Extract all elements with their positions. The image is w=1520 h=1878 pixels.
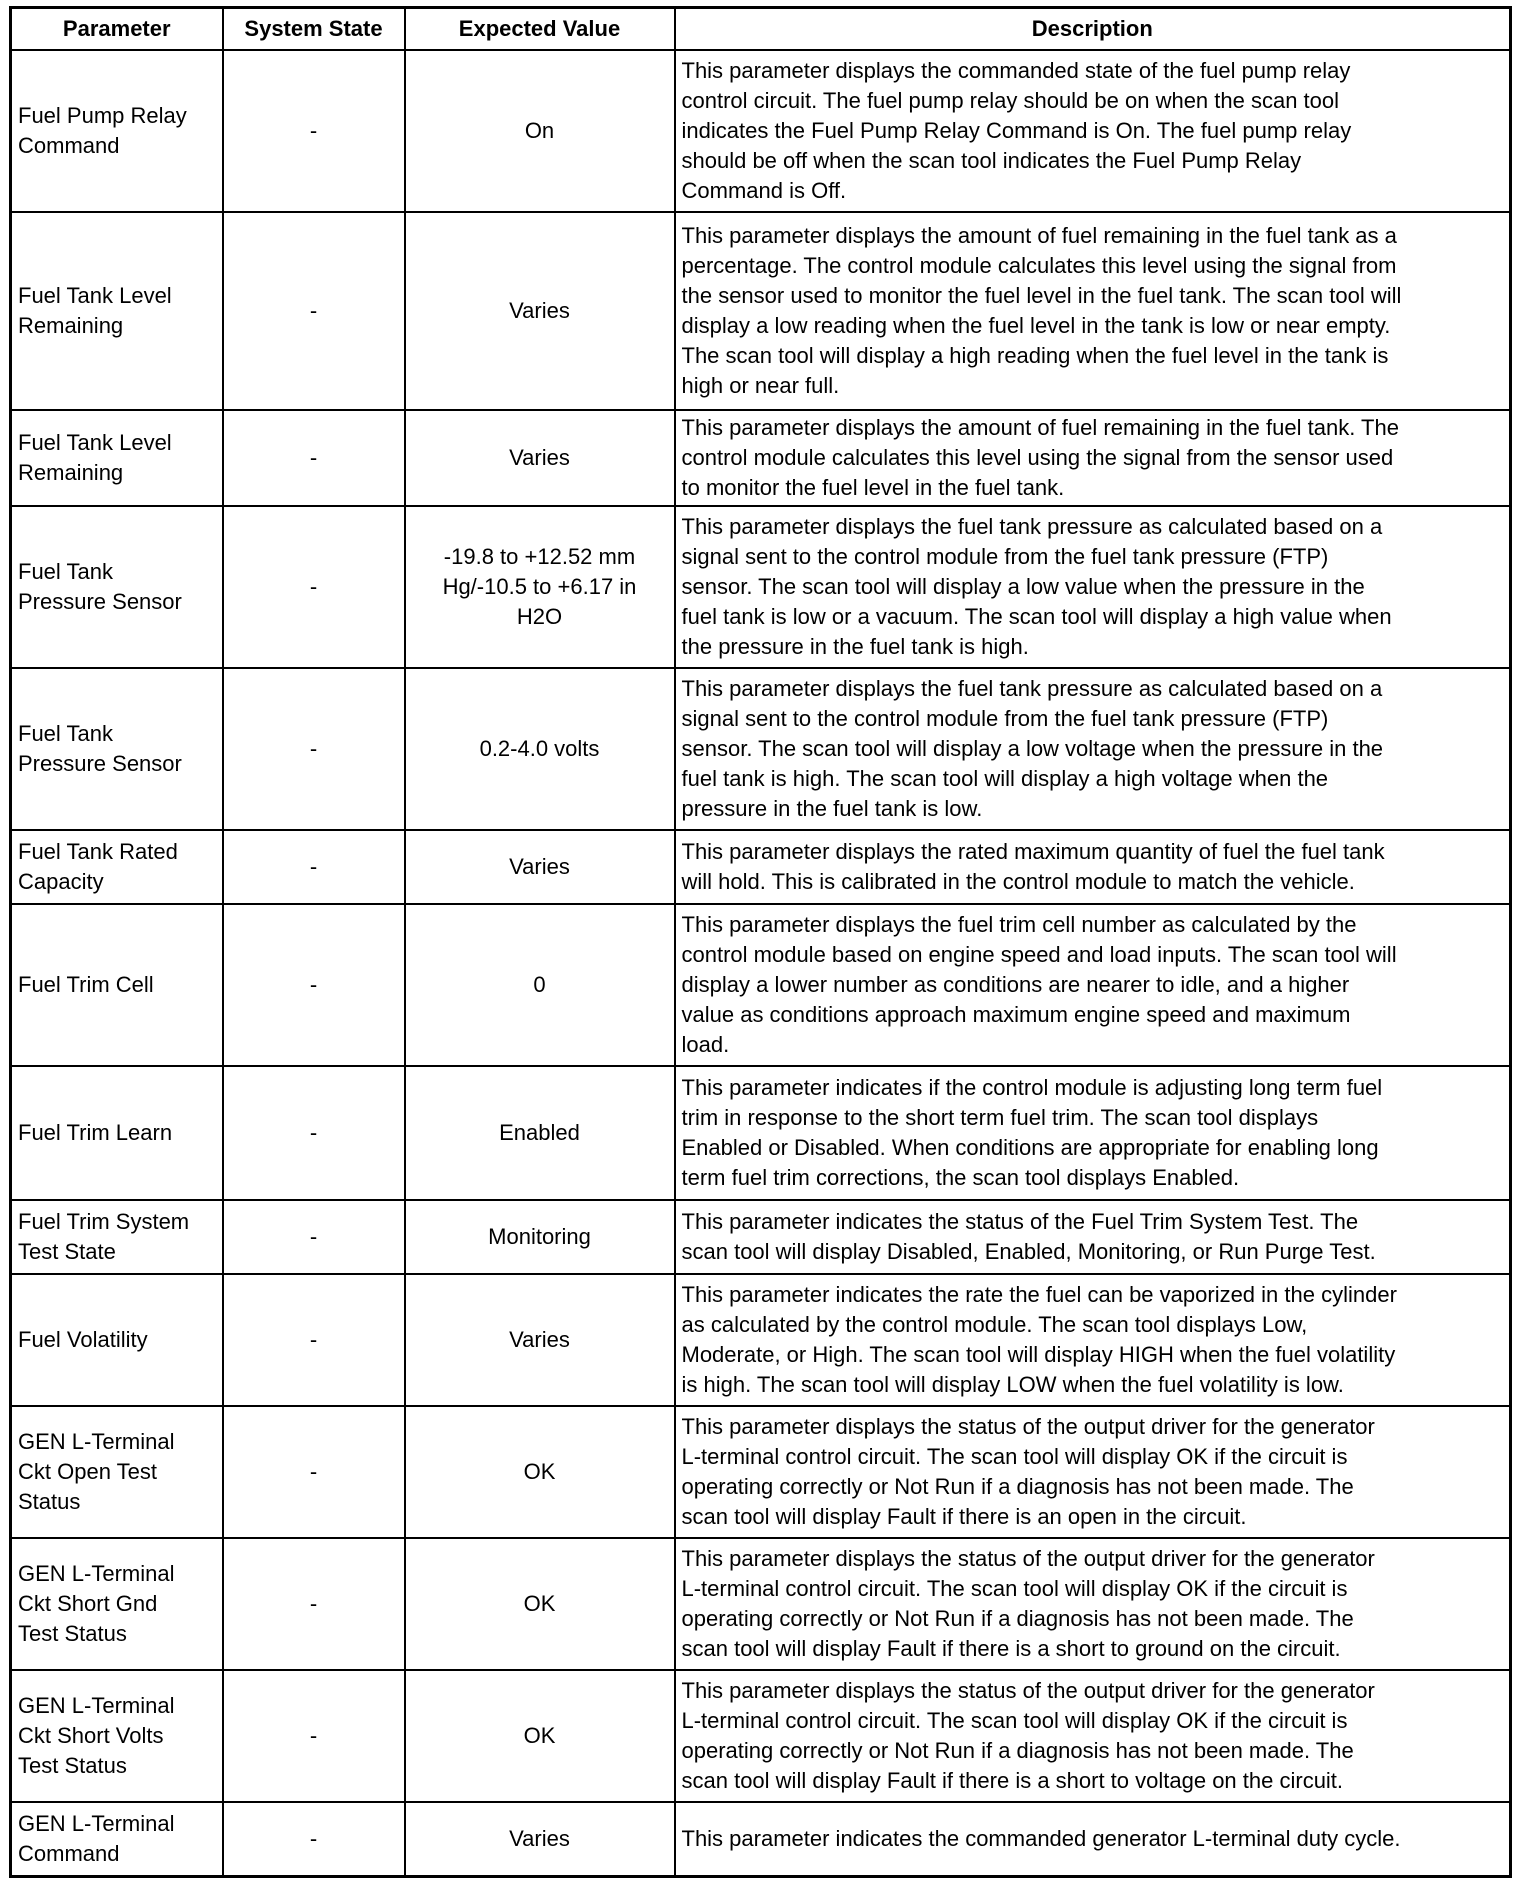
- description-cell: This parameter indicates if the control module is adjusting long term fuel trim in response to the short term fuel trim. The scan tool displays Enabled or Disabled. When conditions are appropriate for enabling long term fuel trim corrections, the scan tool displays Enabled.: [675, 1066, 1511, 1200]
- system-state-cell: -: [223, 904, 405, 1066]
- parameter-cell: Fuel Tank Level Remaining: [11, 212, 223, 410]
- parameter-cell: Fuel Tank Rated Capacity: [11, 830, 223, 904]
- expected-value-cell: -19.8 to +12.52 mm Hg/-10.5 to +6.17 in H2O: [405, 506, 675, 668]
- description-cell: This parameter indicates the commanded generator L-terminal duty cycle.: [675, 1802, 1511, 1876]
- description-cell: This parameter indicates the status of the Fuel Trim System Test. The scan tool will display Disabled, Enabled, Monitoring, or Run Purge Test.: [675, 1200, 1511, 1274]
- parameter-cell: GEN L-Terminal Command: [11, 1802, 223, 1876]
- expected-value-cell: On: [405, 50, 675, 212]
- description-cell: This parameter displays the commanded state of the fuel pump relay control circuit. The fuel pump relay should be on when the scan tool indicates the Fuel Pump Relay Command is On. The fuel pump relay should be off when the scan tool indicates the Fuel Pump Relay Command is Off.: [675, 50, 1511, 212]
- parameter-cell: GEN L-Terminal Ckt Short Gnd Test Status: [11, 1538, 223, 1670]
- parameter-cell: GEN L-Terminal Ckt Open Test Status: [11, 1406, 223, 1538]
- description-cell: This parameter displays the rated maximum quantity of fuel the fuel tank will hold. This is calibrated in the control module to match the vehicle.: [675, 830, 1511, 904]
- parameter-cell: Fuel Tank Pressure Sensor: [11, 506, 223, 668]
- description-cell: This parameter displays the fuel trim cell number as calculated by the control module based on engine speed and load inputs. The scan tool will display a lower number as conditions are nearer to idle, and a higher value as conditions approach maximum engine speed and maximum load.: [675, 904, 1511, 1066]
- system-state-cell: -: [223, 1406, 405, 1538]
- description-cell: This parameter displays the fuel tank pressure as calculated based on a signal sent to the control module from the fuel tank pressure (FTP) sensor. The scan tool will display a low voltage when the pressure in the fuel tank is high. The scan tool will display a high voltage when the pressure in the fuel tank is low.: [675, 668, 1511, 830]
- table-row: [11, 1274, 1511, 1406]
- expected-value-cell: 0.2-4.0 volts: [405, 668, 675, 830]
- header-row: [11, 8, 1511, 51]
- system-state-cell: -: [223, 410, 405, 506]
- table-row: [11, 830, 1511, 904]
- description-cell: This parameter displays the status of the output driver for the generator L-terminal control circuit. The scan tool will display OK if the circuit is operating correctly or Not Run if a diagnosis has not been made. The scan tool will display Fault if there is a short to ground on the circuit.: [675, 1538, 1511, 1670]
- system-state-cell: -: [223, 668, 405, 830]
- parameter-cell: Fuel Volatility: [11, 1274, 223, 1406]
- table-row: [11, 410, 1511, 506]
- description-cell: This parameter displays the status of the output driver for the generator L-terminal control circuit. The scan tool will display OK if the circuit is operating correctly or Not Run if a diagnosis has not been made. The scan tool will display Fault if there is a short to voltage on the circuit.: [675, 1670, 1511, 1802]
- expected-value-cell: Monitoring: [405, 1200, 675, 1274]
- description-cell: This parameter displays the amount of fuel remaining in the fuel tank as a percentage. The control module calculates this level using the signal from the sensor used to monitor the fuel level in the fuel tank. The scan tool will display a low reading when the fuel level in the tank is low or near empty. The scan tool will display a high reading when the fuel level in the tank is high or near full.: [675, 212, 1511, 410]
- expected-value-cell: OK: [405, 1406, 675, 1538]
- system-state-cell: -: [223, 830, 405, 904]
- description-cell: This parameter displays the amount of fuel remaining in the fuel tank. The control module calculates this level using the signal from the sensor used to monitor the fuel level in the fuel tank.: [675, 410, 1511, 506]
- description-cell: This parameter displays the fuel tank pressure as calculated based on a signal sent to the control module from the fuel tank pressure (FTP) sensor. The scan tool will display a low value when the pressure in the fuel tank is low or a vacuum. The scan tool will display a high value when the pressure in the fuel tank is high.: [675, 506, 1511, 668]
- system-state-cell: -: [223, 1802, 405, 1876]
- table-row: [11, 1802, 1511, 1876]
- parameter-cell: Fuel Trim Cell: [11, 904, 223, 1066]
- parameter-cell: Fuel Trim Learn: [11, 1066, 223, 1200]
- table-row: [11, 904, 1511, 1066]
- expected-value-cell: Varies: [405, 212, 675, 410]
- header-description: Description: [675, 8, 1511, 51]
- description-cell: This parameter indicates the rate the fuel can be vaporized in the cylinder as calculated by the control module. The scan tool displays Low, Moderate, or High. The scan tool will display HIGH when the fuel volatility is high. The scan tool will display LOW when the fuel volatility is low.: [675, 1274, 1511, 1406]
- table-row: [11, 668, 1511, 830]
- table-row: [11, 1066, 1511, 1200]
- system-state-cell: -: [223, 1274, 405, 1406]
- table-row: [11, 212, 1511, 410]
- system-state-cell: -: [223, 506, 405, 668]
- header-system-state: System State: [223, 8, 405, 51]
- header-parameter: Parameter: [11, 8, 223, 51]
- expected-value-cell: Varies: [405, 830, 675, 904]
- system-state-cell: -: [223, 212, 405, 410]
- expected-value-cell: Varies: [405, 1274, 675, 1406]
- expected-value-cell: 0: [405, 904, 675, 1066]
- table-row: [11, 506, 1511, 668]
- system-state-cell: -: [223, 1200, 405, 1274]
- table-body: [11, 50, 1511, 1876]
- table-row: [11, 1200, 1511, 1274]
- table-row: [11, 1538, 1511, 1670]
- table-row: [11, 1406, 1511, 1538]
- expected-value-cell: Varies: [405, 410, 675, 506]
- table-row: [11, 1670, 1511, 1802]
- parameter-cell: GEN L-Terminal Ckt Short Volts Test Status: [11, 1670, 223, 1802]
- expected-value-cell: OK: [405, 1670, 675, 1802]
- expected-value-cell: OK: [405, 1538, 675, 1670]
- parameter-table: [9, 6, 1512, 1878]
- parameter-cell: Fuel Trim System Test State: [11, 1200, 223, 1274]
- parameter-cell: Fuel Tank Level Remaining: [11, 410, 223, 506]
- description-cell: This parameter displays the status of the output driver for the generator L-terminal control circuit. The scan tool will display OK if the circuit is operating correctly or Not Run if a diagnosis has not been made. The scan tool will display Fault if there is an open in the circuit.: [675, 1406, 1511, 1538]
- table-row: [11, 50, 1511, 212]
- header-expected-value: Expected Value: [405, 8, 675, 51]
- system-state-cell: -: [223, 1538, 405, 1670]
- parameter-cell: Fuel Tank Pressure Sensor: [11, 668, 223, 830]
- parameter-cell: Fuel Pump Relay Command: [11, 50, 223, 212]
- expected-value-cell: Enabled: [405, 1066, 675, 1200]
- system-state-cell: -: [223, 1066, 405, 1200]
- system-state-cell: -: [223, 50, 405, 212]
- expected-value-cell: Varies: [405, 1802, 675, 1876]
- system-state-cell: -: [223, 1670, 405, 1802]
